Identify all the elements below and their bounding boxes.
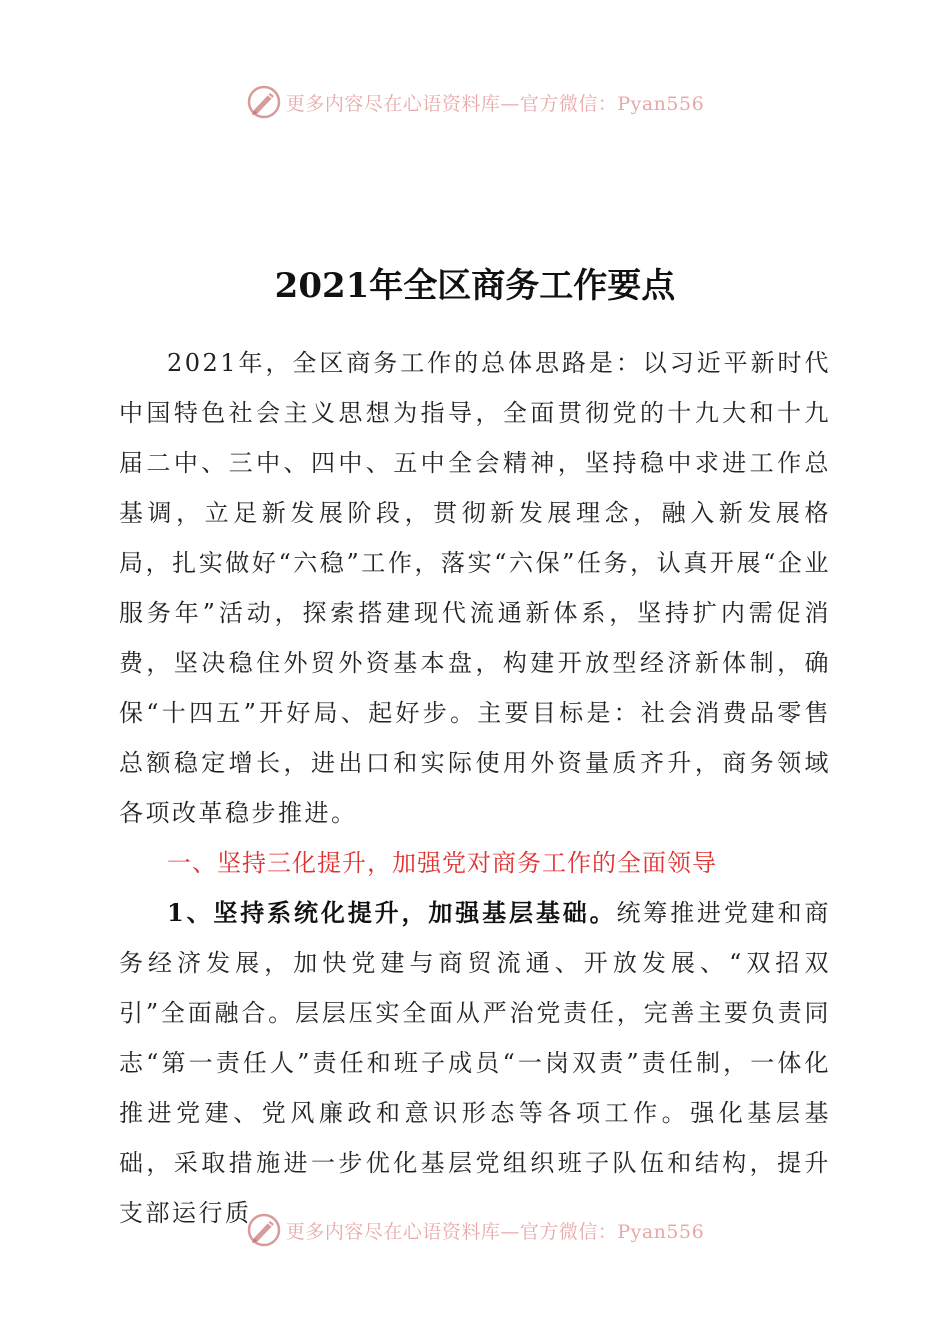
- document-title: 2021年全区商务工作要点: [274, 266, 676, 306]
- intro-paragraph: 2021年，全区商务工作的总体思路是：以习近平新时代中国特色社会主义思想为指导，全面贯彻党的十九大和十九届二中、三中、四中、五中全会精神，坚持稳中求进工作总基调，立足新发展阶段，贯彻新发展理念，融入新发展格局，扎实做好“六稳”工作，落实“六保”任务，认真开展“企业服务年”活动，探索搭建现代流通新体系，坚持扩内需促消费，坚决稳住外贸外资基本盘，构建开放型经济新体制，确保“十四五”开好局、起好步。主要目标是：社会消费品零售总额稳定增长，进出口和实际使用外资量质齐升，商务领域各项改革稳步推进。: [119, 349, 831, 827]
- watermark-text: 更多内容尽在心语资料库—官方微信：Pyan556: [285, 1220, 705, 1243]
- item-paragraph-1: [119, 888, 831, 1238]
- pen-logo-icon: [246, 84, 282, 120]
- watermark-text: 更多内容尽在心语资料库—官方微信：Pyan556: [285, 92, 705, 115]
- document-body: [119, 338, 831, 1238]
- pen-logo-icon: [246, 1212, 282, 1248]
- item-lead-1: 1、坚持系统化提升，加强基层基础。: [167, 898, 617, 927]
- section-heading-1: 一、坚持三化提升，加强党对商务工作的全面领导: [167, 849, 717, 877]
- item-body-1: 统筹推进党建和商务经济发展，加快党建与商贸流通、开放发展、“双招双引”全面融合。层层压实全面从严治党责任，完善主要负责同志“第一责任人”责任和班子成员“一岗双责”责任制，一体化推进党建、党风廉政和意识形态等各项工作。强化基层基础，采取措施进一步优化基层党组织班子队伍和结构，提升支部运行质: [119, 899, 832, 1227]
- watermark-header: [0, 82, 950, 122]
- watermark-footer: [0, 1210, 950, 1250]
